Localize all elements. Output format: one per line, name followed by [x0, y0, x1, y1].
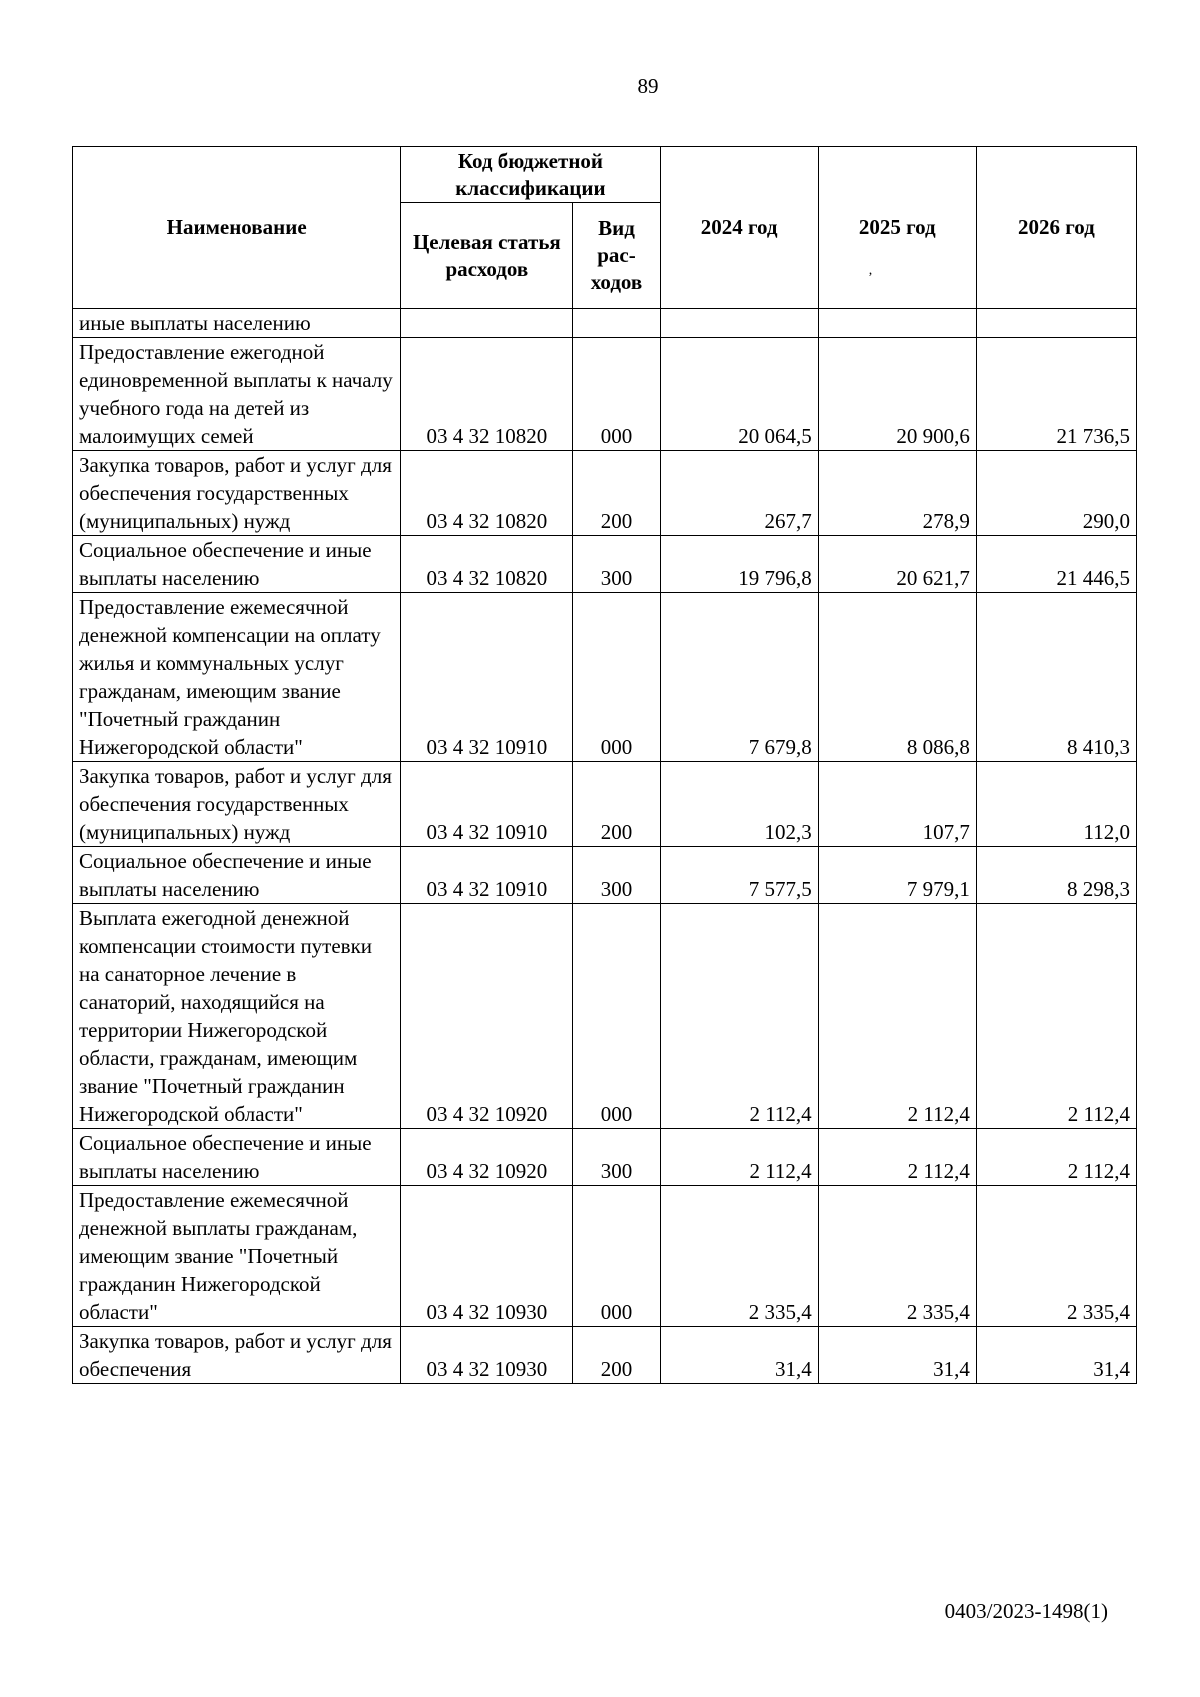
row-target-item-code: 03 4 32 10930 — [401, 1186, 573, 1327]
table-row — [73, 338, 1137, 451]
row-amount-2025: 8 086,8 — [818, 593, 976, 762]
row-amount-2024: 31,4 — [660, 1327, 818, 1384]
row-amount-2026: 2 112,4 — [976, 1129, 1136, 1186]
header-year-2025-label: 2025 год — [858, 215, 936, 239]
row-amount-2024: 7 577,5 — [660, 847, 818, 904]
row-name: Закупка товаров, работ и услуг для обеспечения — [73, 1327, 401, 1384]
row-name: Предоставление ежегодной единовременной выплаты к началу учебного года на детей из малоимущих семей — [73, 338, 401, 451]
row-amount-2026: 112,0 — [976, 762, 1136, 847]
row-name: Социальное обеспечение и иные выплаты населению — [73, 1129, 401, 1186]
row-amount-2024: 2 112,4 — [660, 1129, 818, 1186]
row-expense-kind: 200 — [573, 1327, 660, 1384]
row-amount-2024 — [660, 309, 818, 338]
row-target-item-code: 03 4 32 10920 — [401, 1129, 573, 1186]
row-expense-kind: 300 — [573, 847, 660, 904]
row-expense-kind — [573, 309, 660, 338]
row-amount-2024: 102,3 — [660, 762, 818, 847]
table-row — [73, 1186, 1137, 1327]
row-target-item-code: 03 4 32 10910 — [401, 847, 573, 904]
row-expense-kind: 200 — [573, 762, 660, 847]
row-amount-2024: 7 679,8 — [660, 593, 818, 762]
row-amount-2026: 21 736,5 — [976, 338, 1136, 451]
header-name: Наименование — [73, 147, 401, 309]
row-amount-2025: 107,7 — [818, 762, 976, 847]
header-target-item: Целевая статья расходов — [401, 203, 573, 309]
table-row — [73, 309, 1137, 338]
row-expense-kind: 000 — [573, 593, 660, 762]
row-amount-2026: 2 112,4 — [976, 904, 1136, 1129]
table-row — [73, 1327, 1137, 1384]
row-amount-2025: 31,4 — [818, 1327, 976, 1384]
row-amount-2025: 278,9 — [818, 451, 976, 536]
row-name: Закупка товаров, работ и услуг для обеспечения государственных (муниципальных) нужд — [73, 451, 401, 536]
table-row — [73, 904, 1137, 1129]
row-name: Социальное обеспечение и иные выплаты населению — [73, 847, 401, 904]
row-name: иные выплаты населению — [73, 309, 401, 338]
row-target-item-code: 03 4 32 10910 — [401, 762, 573, 847]
row-amount-2025: 2 335,4 — [818, 1186, 976, 1327]
document-code: 0403/2023-1498(1) — [944, 1599, 1108, 1623]
row-expense-kind: 000 — [573, 904, 660, 1129]
table-row — [73, 1129, 1137, 1186]
row-amount-2026: 290,0 — [976, 451, 1136, 536]
budget-table — [72, 146, 1137, 1384]
row-target-item-code: 03 4 32 10820 — [401, 338, 573, 451]
row-target-item-code: 03 4 32 10930 — [401, 1327, 573, 1384]
table-body — [73, 309, 1137, 1384]
row-amount-2025: 2 112,4 — [818, 1129, 976, 1186]
row-name: Предоставление ежемесячной денежной выплаты гражданам, имеющим звание "Почетный гражданин Нижегородской области" — [73, 1186, 401, 1327]
row-amount-2024: 19 796,8 — [660, 536, 818, 593]
table-row — [73, 536, 1137, 593]
table-row — [73, 451, 1137, 536]
row-amount-2025: 2 112,4 — [818, 904, 976, 1129]
row-target-item-code: 03 4 32 10820 — [401, 536, 573, 593]
row-amount-2026: 8 298,3 — [976, 847, 1136, 904]
row-amount-2026: 8 410,3 — [976, 593, 1136, 762]
table-row — [73, 762, 1137, 847]
row-amount-2026: 2 335,4 — [976, 1186, 1136, 1327]
table-row — [73, 593, 1137, 762]
header-year-2025 — [818, 147, 976, 309]
row-expense-kind: 000 — [573, 1186, 660, 1327]
row-target-item-code: 03 4 32 10920 — [401, 904, 573, 1129]
page-number: 89 — [637, 74, 659, 98]
row-expense-kind: 300 — [573, 536, 660, 593]
table-header — [73, 147, 1137, 309]
row-amount-2024: 2 335,4 — [660, 1186, 818, 1327]
row-amount-2025: 20 621,7 — [818, 536, 976, 593]
row-expense-kind: 000 — [573, 338, 660, 451]
row-target-item-code — [401, 309, 573, 338]
table-row — [73, 847, 1137, 904]
row-name: Социальное обеспечение и иные выплаты населению — [73, 536, 401, 593]
row-expense-kind: 300 — [573, 1129, 660, 1186]
header-year-2024: 2024 год — [660, 147, 818, 309]
row-name: Предоставление ежемесячной денежной компенсации на оплату жилья и коммунальных услуг гражданам, имеющим звание "Почетный гражданин Нижегородской области" — [73, 593, 401, 762]
row-amount-2024: 20 064,5 — [660, 338, 818, 451]
header-expense-kind: Вид рас-ходов — [573, 203, 660, 309]
header-year-2026: 2026 год — [976, 147, 1136, 309]
row-target-item-code: 03 4 32 10820 — [401, 451, 573, 536]
header-budget-code: Код бюджетной классификации — [401, 147, 660, 203]
row-target-item-code: 03 4 32 10910 — [401, 593, 573, 762]
row-amount-2024: 267,7 — [660, 451, 818, 536]
stray-mark: , — [868, 263, 873, 278]
row-amount-2025 — [818, 309, 976, 338]
row-amount-2026: 31,4 — [976, 1327, 1136, 1384]
row-name: Закупка товаров, работ и услуг для обеспечения государственных (муниципальных) нужд — [73, 762, 401, 847]
row-amount-2025: 7 979,1 — [818, 847, 976, 904]
row-amount-2026: 21 446,5 — [976, 536, 1136, 593]
row-amount-2024: 2 112,4 — [660, 904, 818, 1129]
row-name: Выплата ежегодной денежной компенсации стоимости путевки на санаторное лечение в санаторий, находящийся на территории Нижегородской области, гражданам, имеющим звание "Почетный гражданин Нижегородской области" — [73, 904, 401, 1129]
row-expense-kind: 200 — [573, 451, 660, 536]
row-amount-2025: 20 900,6 — [818, 338, 976, 451]
row-amount-2026 — [976, 309, 1136, 338]
